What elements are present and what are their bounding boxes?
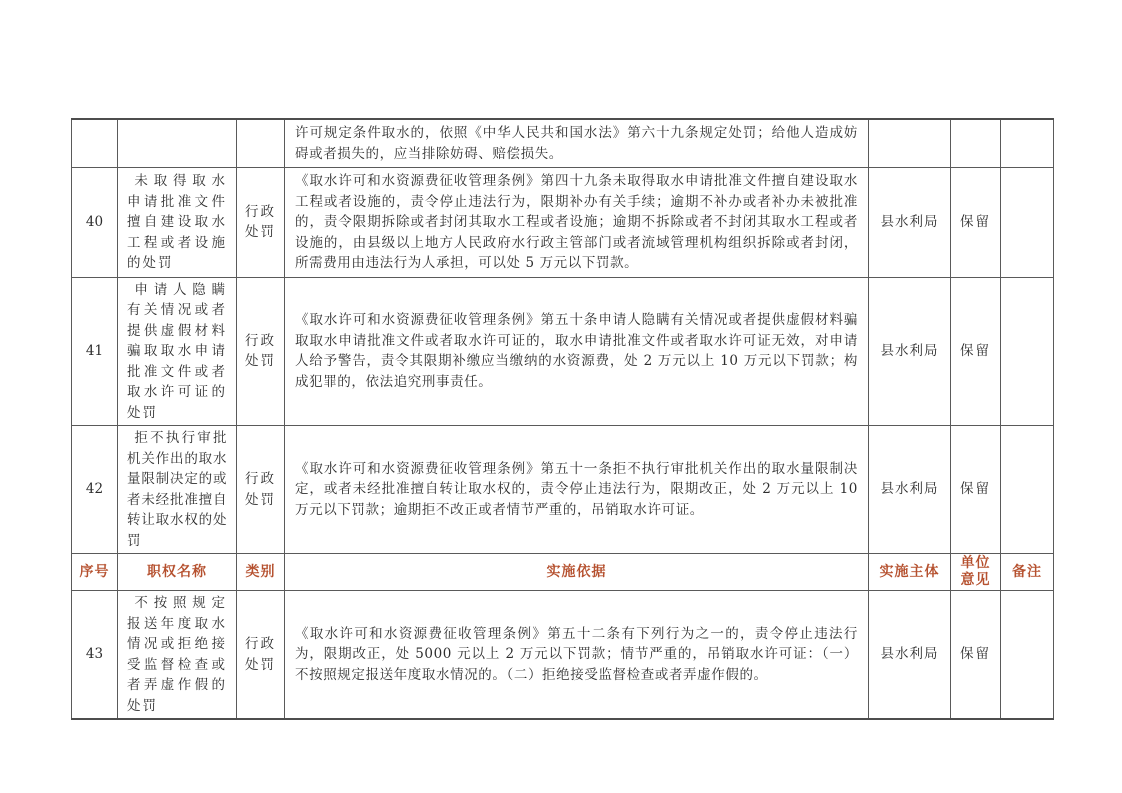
cell-power-name [118,119,237,168]
cell-subject: 县水利局 [869,426,951,554]
cell-power-name: 不按照规定报送年度取水情况或拒绝接受监督检查或者弄虚作假的处罚 [118,591,237,720]
header-opinion: 单位意见 [951,554,1001,591]
cell-opinion: 保留 [951,168,1001,278]
cell-remark [1001,277,1054,426]
cell-category: 行政处罚 [237,277,285,426]
cell-subject [869,119,951,168]
table-row-40 [72,168,1054,278]
cell-remark [1001,119,1054,168]
cell-power-name: 拒不执行审批机关作出的取水量限制决定的或者未经批准擅自转让取水权的处罚 [118,426,237,554]
cell-seq-no [72,119,118,168]
table-row-41 [72,277,1054,426]
cell-seq-no: 42 [72,426,118,554]
table-header-row [72,554,1054,591]
cell-legal-basis: 《取水许可和水资源费征收管理条例》第五十二条有下列行为之一的，责令停止违法行为，限期改正，处 5000 元以上 2 万元以下罚款；情节严重的，吊销取水许可证：（一）不按照规定报送年度取水情况的。（二）拒绝接受监督检查或者弄虚作假的。 [285,591,869,720]
powers-table [71,118,1054,720]
table-row-continuation [72,119,1054,168]
cell-remark [1001,591,1054,720]
cell-remark [1001,426,1054,554]
table-row-42 [72,426,1054,554]
cell-seq-no: 43 [72,591,118,720]
cell-opinion: 保留 [951,426,1001,554]
cell-subject: 县水利局 [869,277,951,426]
header-legal-basis: 实施依据 [285,554,869,591]
cell-legal-basis: 《取水许可和水资源费征收管理条例》第五十一条拒不执行审批机关作出的取水量限制决定，或者未经批准擅自转让取水权的，责令停止违法行为，限期改正，处 2 万元以上 10 万元以下罚款；逾期拒不改正或者情节严重的，吊销取水许可证。 [285,426,869,554]
header-subject: 实施主体 [869,554,951,591]
cell-subject: 县水利局 [869,591,951,720]
cell-category [237,119,285,168]
cell-opinion [951,119,1001,168]
cell-category: 行政处罚 [237,591,285,720]
header-category: 类别 [237,554,285,591]
header-power-name: 职权名称 [118,554,237,591]
cell-opinion: 保留 [951,591,1001,720]
cell-category: 行政处罚 [237,168,285,278]
header-seq-no: 序号 [72,554,118,591]
cell-power-name: 申请人隐瞒有关情况或者提供虚假材料骗取取水申请批准文件或者取水许可证的处罚 [118,277,237,426]
cell-subject: 县水利局 [869,168,951,278]
cell-seq-no: 41 [72,277,118,426]
cell-legal-basis: 许可规定条件取水的，依照《中华人民共和国水法》第六十九条规定处罚；给他人造成妨碍或者损失的，应当排除妨碍、赔偿损失。 [285,119,869,168]
cell-seq-no: 40 [72,168,118,278]
cell-remark [1001,168,1054,278]
table-row-43 [72,591,1054,720]
header-remark: 备注 [1001,554,1054,591]
cell-legal-basis: 《取水许可和水资源费征收管理条例》第四十九条未取得取水申请批准文件擅自建设取水工程或者设施的，责令停止违法行为，限期补办有关手续；逾期不补办或者补办未被批准的，责令限期拆除或者封闭其取水工程或者设施；逾期不拆除或者不封闭其取水工程或者设施的，由县级以上地方人民政府水行政主管部门或者流域管理机构组织拆除或者封闭，所需费用由违法行为人承担，可以处 5 万元以下罚款。 [285,168,869,278]
cell-power-name: 未取得取水申请批准文件擅自建设取水工程或者设施的处罚 [118,168,237,278]
cell-legal-basis: 《取水许可和水资源费征收管理条例》第五十条申请人隐瞒有关情况或者提供虚假材料骗取取水申请批准文件或者取水许可证的，取水申请批准文件或者取水许可证无效，对申请人给予警告，责令其限期补缴应当缴纳的水资源费，处 2 万元以上 10 万元以下罚款；构成犯罪的，依法追究刑事责任。 [285,277,869,426]
cell-category: 行政处罚 [237,426,285,554]
cell-opinion: 保留 [951,277,1001,426]
